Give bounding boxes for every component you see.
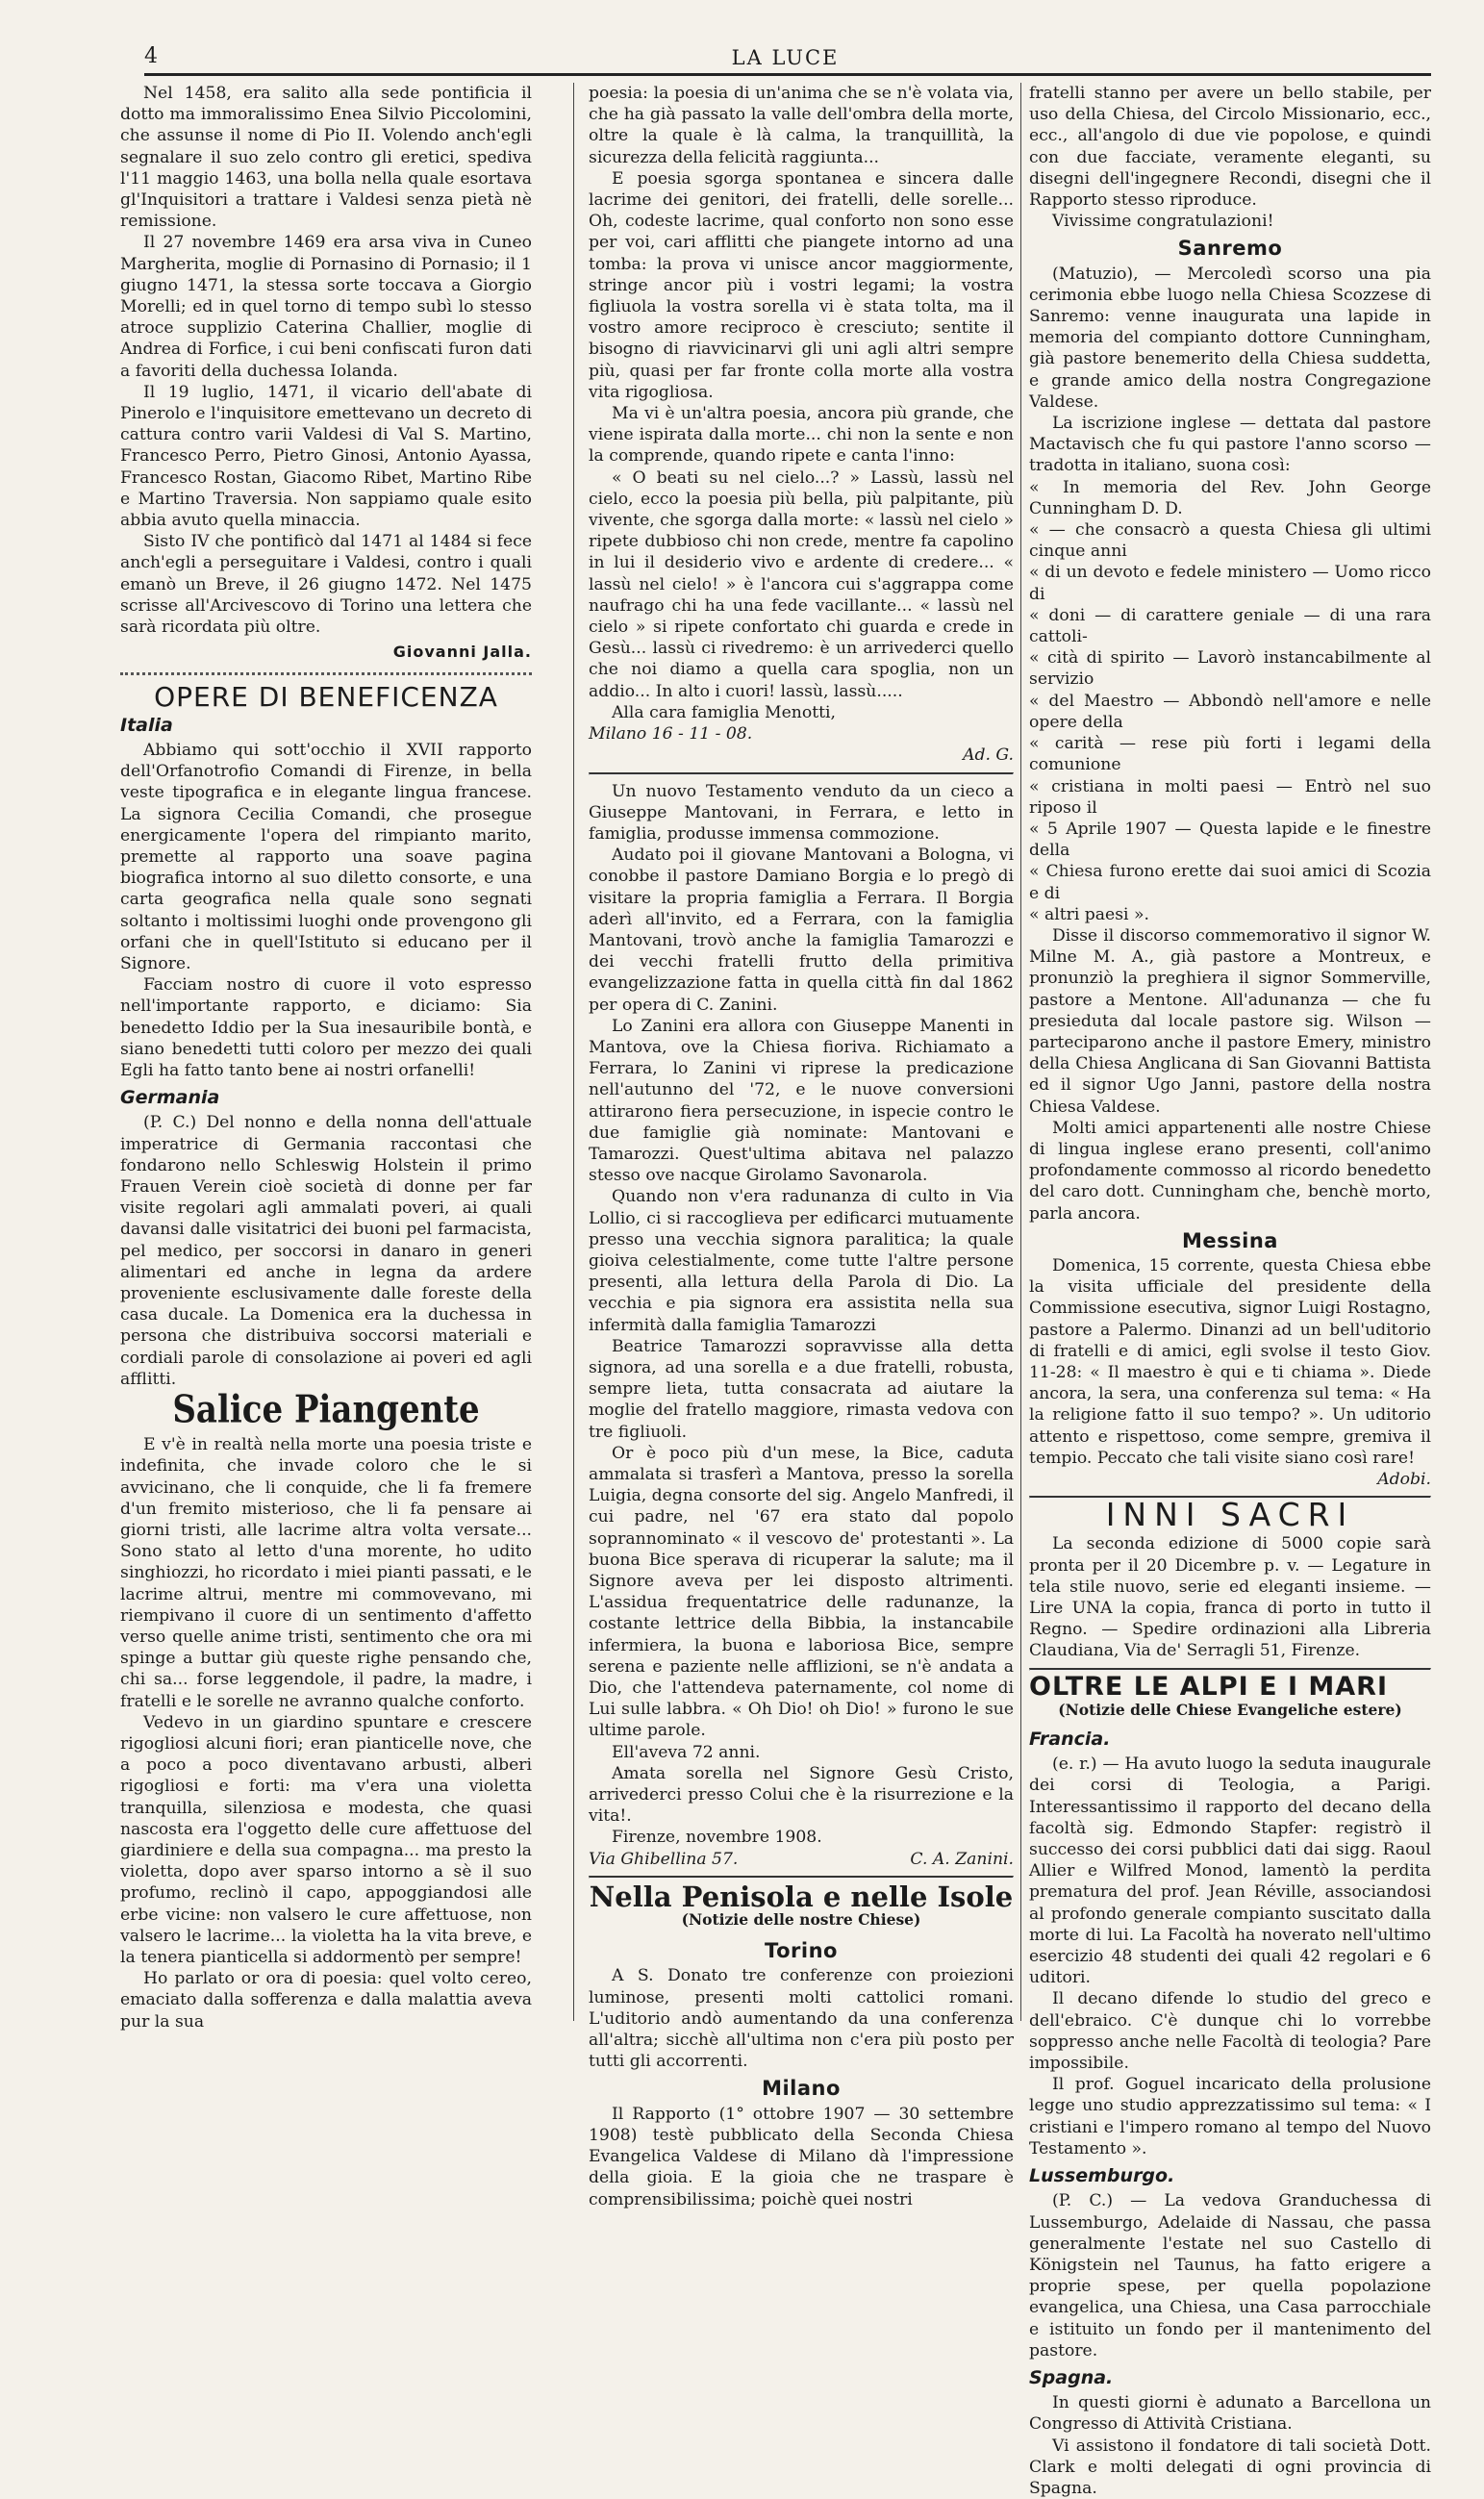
article-paragraph: Quando non v'era radunanza di culto in Via Lollio, ci si raccoglieva per edificarci mutuamente presso una vecchia signora paralitica; la quale gioiva celestialmente, come tutte l'altre persone presenti, alla lettura della Parola di Dio. La vecchia e pia signora era assistita nella sua infermità dalla famiglia Tamarozzi: [589, 1187, 1014, 1335]
article-paragraph: E poesia sgorga spontanea e sincera dalle lacrime dei genitori, dei fratelli, delle sorelle... Oh, codeste lacrime, qual conforto non sono esse per voi, cari afflitti che piangete intorno ad una tomba: la prova vi unisce ancor maggiormente, stringe ancor più i vostri legami; la vostra figliuola la vostra sorella vi è stata tolta, ma il vostro amore reciproco è cresciuto; sentite il bisogno di riavvicinarvi gli uni agli altri sempre più, quasi per far fronte colla morte alla vostra vita rigogliosa.: [589, 168, 1014, 402]
section-subtitle: (Notizie delle Chiese Evangeliche estere): [1058, 1700, 1402, 1719]
dedication-line: Alla cara famiglia Menotti,: [612, 702, 836, 722]
article-paragraph: Amata sorella nel Signore Gesù Cristo, arrivederci presso Colui che è la risurrezione e la vita!.: [589, 1763, 1014, 1827]
article-paragraph: « O beati su nel cielo...? » Lassù, lassù nel cielo, ecco la poesia più bella, più palpitante, più vivente, che sgorga dalla morte: « lassù nel cielo » ripete dubbioso chi non crede, mentre fa capolino in lui il desiderio vivo e ardente di credere... « lassù nel cielo! » è l'ancora cui s'aggrappa come naufrago chi ha una fede vacillante... « lassù nel cielo » si ripete confortato chi guarda e crede in Gesù... lassù ci rivedremo: è un arrivederci quello che noi diamo a quella cara spoglia, non un addio... In alto i cuori! lassù, lassù.....: [589, 467, 1014, 701]
article-paragraph: Domenica, 15 corrente, questa Chiesa ebbe la visita ufficiale del presidente della Commissione esecutiva, signor Luigi Rostagno, pastore a Palermo. Dinanzi ad un bell'uditorio di fratelli e di amici, egli svolse il testo Giov. 11-28: « Il maestro è qui e ti chiama ». Diede ancora, la sera, una conferenza sul tema: « Ha la religione fatto il suo tempo? ». Un uditorio attento e rispettoso, come sempre, gremiva il tempio. Peccato che tali visite siano così rare!: [1029, 1255, 1431, 1468]
subsection-francia: Francia.: [1029, 1729, 1111, 1751]
article-paragraph: Beatrice Tamarozzi sopravvisse alla detta signora, ad una sorella e a due fratelli, robusta, sempre lieta, tutta consacrata ad aiutare la moglie del fratello maggiore, rimasta vedova con tre figliuoli.: [589, 1336, 1014, 1442]
article-paragraph: Or è poco più d'un mese, la Bice, caduta ammalata si trasferì a Mantova, presso la sorella Luigia, degna consorte del sig. Angelo Manfredi, il cui padre, nel '67 era stato dal popolo soprannominato « il vescovo de' protestanti ». La buona Bice sperava di ricuperar la salute; ma il Signore aveva per lei disposto altrimenti. L'assidua frequentatrice delle radunanze, la costante lettrice della Bibbia, la instancabile infermiera, la buona e laboriosa Bice, sempre serena e paziente nelle afflizioni, se n'è andata a Dio, che l'attendeva paternamente, col nome di Lui sulle labbra. « Oh Dio! oh Dio! » furono le sue ultime parole.: [589, 1443, 1015, 1741]
article-paragraph: La iscrizione inglese — dettata dal pastore Mactavisch che fu qui pastore l'anno scorso — tradotta in italiano, suona così:: [1029, 414, 1431, 476]
section-title-penisola: Nella Penisola e nelle Isole: [589, 1880, 1014, 1913]
address-text: Via Ghibellina 57.: [589, 1849, 739, 1869]
dateline-place: Milano 16 - 11 - 08.: [589, 724, 753, 745]
section-title-opere: OPERE DI BENEFICENZA: [154, 681, 498, 714]
article-paragraph: Un nuovo Testamento venduto da un cieco a Giuseppe Mantovani, in Ferrara, e letto in famiglia, produsse immensa commozione.: [589, 781, 1014, 844]
section-title-salice: Salice Piangente: [172, 1387, 480, 1432]
column-divider-2: [1020, 83, 1021, 2021]
subsection-italia: Italia: [120, 714, 173, 736]
inscription-line: « Chiesa furono erette dai suoi amici di Scozia e di: [1029, 862, 1431, 903]
article-paragraph: poesia: la poesia di un'anima che se n'è volata via, che ha già passato la valle dell'ombra della morte, oltre la quale è là calma, la tranquillità, la sicurezza della felicità raggiunta...: [589, 84, 1014, 167]
column-3: [1029, 83, 1431, 2499]
city-heading-torino: Torino: [765, 1939, 838, 1963]
inscription-line: « di un devoto e fedele ministero — Uomo ricco di: [1029, 563, 1431, 604]
article-paragraph: (e. r.) — Ha avuto luogo la seduta inaugurale dei corsi di Teologia, a Parigi. Interessantissimo il rapporto del decano della facoltà sig. Edmondo Stapfer: registrò il successo dei corsi pubblici dati dai sigg. Raoul Allier e Wilfred Monod, lamentò la perdita prematura del prof. Jean Réville, associandosi al profondo generale compianto suscitato dalla morte di lui. La Facoltà ha noverato nell'ultimo esercizio 48 studenti dei quali 42 regolari e 6 uditori.: [1029, 1754, 1431, 1988]
header-rule: [144, 73, 1431, 76]
section-divider: [1029, 1668, 1431, 1671]
inscription-line: « — che consacrò a questa Chiesa gli ultimi cinque anni: [1029, 520, 1431, 562]
article-paragraph: Il decano difende lo studio del greco e dell'ebraico. C'è dunque chi lo vorrebbe soppresso anche nelle Facoltà di teologia? Pare impossibile.: [1029, 1989, 1431, 2074]
article-paragraph: Ma vi è un'altra poesia, ancora più grande, che viene ispirata dalla morte... chi non la sente e non la comprende, quando ripete e canta l'inno:: [589, 404, 1014, 467]
inscription-line: « doni — di carattere geniale — di una rara cattoli-: [1029, 605, 1431, 647]
inscription-line: « del Maestro — Abbondò nell'amore e nelle opere della: [1029, 691, 1431, 732]
article-paragraph: Lo Zanini era allora con Giuseppe Manenti in Mantova, ove la Chiesa fioriva. Richiamato a Ferrara, lo Zanini vi riprese la predicazione nell'autunno del '72, e le nuove conversioni attirarono fiera persecuzione, in ispecie contro le due famiglie già nominate: Mantovani e Tamarozzi. Quest'ultima abitava nel palazzo stesso ove nacque Girolamo Savonarola.: [589, 1016, 1014, 1186]
page-header: [144, 42, 1426, 71]
section-divider: [120, 672, 532, 675]
column-1: [120, 83, 532, 2032]
inscription-line: « In memoria del Rev. John George Cunningham D. D.: [1029, 477, 1431, 518]
article-paragraph: Disse il discorso commemorativo il signor W. Milne M. A., già pastore a Montreux, e pronunziò la preghiera il signor Sommerville, pastore a Mentone. All'adunanza — che fu presieduta dal locale pastore sig. Wilson — parteciparono anche il pastore Emery, ministro della Chiesa Anglicana di San Giovanni Battista ed il signor Ugo Janni, pastore della nostra Chiesa Valdese.: [1029, 925, 1431, 1117]
inscription-line: « cristiana in molti paesi — Entrò nel suo riposo il: [1029, 776, 1431, 818]
page-number: 4: [144, 44, 158, 68]
article-paragraph: (P. C.) — La vedova Granduchessa di Lussemburgo, Adelaide di Nassau, che passa generalmente l'estate nel suo Castello di Königstein nel Taunus, ha fatto erigere a proprie spese, per quella popolazione evangelica, una Chiesa, una Casa parrocchiale e istituito un fondo per il mantenimento del pastore.: [1029, 2191, 1431, 2360]
article-paragraph: In questi giorni è adunato a Barcellona un Congresso di Attività Cristiana.: [1029, 2393, 1431, 2435]
article-paragraph: Facciam nostro di cuore il voto espresso nell'importante rapporto, e diciamo: Sia benedetto Iddio per la Sua inesauribile bontà, e siano benedetti tutti coloro per mezzo dei quali Egli ha fatto tanto bene ai nostri orfanelli!: [120, 975, 532, 1080]
address-line: [589, 1849, 1014, 1870]
article-paragraph: fratelli stanno per avere un bello stabile, per uso della Chiesa, del Circolo Missionario, ecc., ecc., all'angolo di due vie popolose, e quindi con due facciate, veramente eleganti, su disegni dell'ingegnere Recondi, disegni che il Rapporto stesso riproduce.: [1029, 84, 1431, 211]
subsection-lussemburgo: Lussemburgo.: [1029, 2165, 1175, 2187]
inscription-line: « carità — rese più forti i legami della comunione: [1029, 734, 1431, 775]
article-paragraph: Vivissime congratulazioni!: [1052, 212, 1274, 232]
dateline: [589, 723, 1014, 745]
column-2: [589, 83, 1014, 2210]
advertisement-text: La seconda edizione di 5000 copie sarà pronta per il 20 Dicembre p. v. — Legature in tela stile nuovo, serie ed eleganti insieme. — Lire UNA la copia, franca di porto in tutto il Regno. — Spedire ordinazioni alla Libreria Claudiana, Via de' Serragli 51, Firenze.: [1029, 1534, 1431, 1661]
section-divider: [589, 1876, 1014, 1879]
article-paragraph: Il Rapporto (1° ottobre 1907 — 30 settembre 1908) testè pubblicato della Seconda Chiesa Evangelica Valdese di Milano dà l'impressione della gioia. E la gioia che ne traspare è comprensibilissima; poichè quei nostri: [589, 2104, 1014, 2209]
section-title-oltre: OLTRE LE ALPI E I MARI: [1029, 1671, 1389, 1702]
city-heading-milano: Milano: [762, 2077, 841, 2101]
masthead-title: LA LUCE: [731, 46, 840, 69]
column-divider-1: [573, 83, 574, 2021]
article-paragraph: Firenze, novembre 1908.: [612, 1828, 822, 1848]
author-signature: C. A. Zanini.: [910, 1849, 1014, 1869]
article-paragraph: A S. Donato tre conferenze con proiezioni luminose, presenti molti cattolici romani. L'uditorio andò aumentando da una conferenza all'altra; sicchè all'ultima non c'era più posto per tutti gli accorrenti.: [589, 1966, 1014, 2072]
article-paragraph: Sisto IV che pontificò dal 1471 al 1484 si fece anch'egli a perseguitare i Valdesi, contro i quali emanò un Breve, il 26 giugno 1472. Nel 1475 scrisse all'Arcivescovo di Torino una lettera che sarà ricordata più oltre.: [120, 532, 532, 638]
inscription-line: « altri paesi ».: [1029, 904, 1149, 924]
subsection-germania: Germania: [120, 1087, 220, 1109]
article-paragraph: Il 27 novembre 1469 era arsa viva in Cuneo Margherita, moglie di Pornasino di Pornasio; il 1 giugno 1471, la stessa sorte toccava a Giorgio Morelli; ed in quel torno di tempo subì lo stesso atroce supplizio Caterina Challier, moglie di Andrea di Forfice, i cui beni confiscati furon dati a favoriti della duchessa Iolanda.: [120, 233, 532, 381]
article-paragraph: Il prof. Goguel incaricato della prolusione legge uno studio apprezzatissimo sul tema: « I cristiani e l'impero romano al tempo del Nuovo Testamento ».: [1029, 2075, 1431, 2158]
article-paragraph: Vedevo in un giardino spuntare e crescere rigogliosi alcuni fiori; eran pianticelle nove, che a poco a poco diventavano arbusti, alberi rigogliosi e forti: ma v'era una violetta tranquilla, silenziosa e modesta, che quasi nascosta era l'oggetto delle cure affettuose del giardiniere e della sua compagna... ma presto la violetta, dopo aver sparso intorno a sè il suo profumo, reclinò il capo, appoggiandosi alle erbe vicine: non valsero le cure affettuose, non valsero le lacrime... la violetta ha la vita breve, e la tenera pianticella si addormentò per sempre!: [120, 1712, 532, 1968]
article-paragraph: E v'è in realtà nella morte una poesia triste e indefinita, che invade coloro che le si avvicinano, che li conquide, che li fa fremere d'un fremito misterioso, che li fa pensare ai giorni tristi, alle lacrime altra volta versate... Sono stato al letto d'una morente, ho udito singhiozzi, ho ricordato i miei pianti passati, e le lacrime altrui, mentre mi commovevano, mi riempivano il cuore di un sentimento d'affetto verso quelle anime tristi, sentimento che ora mi spinge a buttar giù queste righe pensando che, chi sa... forse leggendole, il padre, la madre, i fratelli e le sorelle ne avranno qualche conforto.: [120, 1435, 532, 1711]
inscription-quote: [1029, 477, 1431, 925]
article-paragraph: Nel 1458, era salito alla sede pontificia il dotto ma immoralissimo Enea Silvio Piccolomini, che assunse il nome di Pio II. Volendo anch'egli segnalare il suo zelo contro gli eretici, spediva l'11 maggio 1463, una bolla nella quale esortava gl'Inquisitori a trattare i Valdesi senza pietà nè remissione.: [120, 84, 532, 232]
subsection-spagna: Spagna.: [1029, 2366, 1114, 2388]
article-paragraph: Il 19 luglio, 1471, il vicario dell'abate di Pinerolo e l'inquisitore emettevano un decreto di cattura contro varii Valdesi di Val S. Martino, Francesco Perro, Pietro Ginosi, Antonio Ayassa, Francesco Rostan, Giacomo Ribet, Martino Ribe e Martino Traversia. Non sappiamo quale esito abbia avuto quella minaccia.: [120, 382, 532, 531]
article-paragraph: Ho parlato or ora di poesia: quel volto cereo, emaciato dalla sofferenza e dalla malattia aveva pur la sua: [120, 1969, 532, 2032]
article-paragraph: (Matuzio), — Mercoledì scorso una pia cerimonia ebbe luogo nella Chiesa Scozzese di Sanremo: venne inaugurata una lapide in memoria del compianto dottore Cunningham, già pastore benemerito della Chiesa suddetta, e grande amico della nostra Congregazione Valdese.: [1029, 264, 1431, 412]
section-title-inni: INNI SACRI: [1105, 1496, 1355, 1534]
inscription-line: « cità di spirito — Lavorò instancabilmente al servizio: [1029, 648, 1431, 690]
city-heading-messina: Messina: [1182, 1228, 1278, 1252]
article-paragraph: Ell'aveva 72 anni.: [612, 1742, 761, 1762]
author-signature: Ad. G.: [963, 745, 1014, 766]
author-signature: Giovanni Jalla.: [392, 643, 532, 662]
article-paragraph: Molti amici appartenenti alle nostre Chiese di lingua inglese erano presenti, coll'animo profondamente commosso al ricordo benedetto del caro dott. Cunningham che, benchè morto, parla ancora.: [1029, 1118, 1431, 1224]
article-paragraph: Audato poi il giovane Mantovani a Bologna, vi conobbe il pastore Damiano Borgia e lo pregò di visitare la propria famiglia a Ferrara. Il Borgia aderì all'invito, ed a Ferrara, con la famiglia Mantovani, trovò anche la famiglia Tamarozzi e dei vecchi fratelli frutto della primitiva evangelizzazione fatta in quella città fin dal 1862 per opera di C. Zanini.: [589, 846, 1014, 1015]
section-divider: [589, 772, 1014, 775]
author-signature: Adobi.: [1377, 1470, 1431, 1489]
city-heading-sanremo: Sanremo: [1177, 237, 1283, 261]
article-paragraph: (P. C.) Del nonno e della nonna dell'attuale imperatrice di Germania raccontasi che fondarono nello Schleswig Holstein il primo Frauen Verein cioè società di donne per far visite regolari agli ammalati poveri, ai quali davansi dalle visitatrici dei buoni pel farmacista, pel medico, per soccorsi in danaro in generi alimentari ed anche in legna da ardere proveniente esclusivamente dalle foreste della casa ducale. La Domenica era la duchessa in persona che distribuiva soccorsi materiali e cordiali parole di consolazione ai poveri ed agli afflitti.: [120, 1113, 532, 1389]
inscription-line: « 5 Aprile 1907 — Questa lapide e le finestre della: [1029, 819, 1431, 861]
article-paragraph: Abbiamo qui sott'occhio il XVII rapporto dell'Orfanotrofio Comandi di Firenze, in bella veste tipografica e in elegante lingua francese. La signora Cecilia Comandi, che prosegue energicamente l'opera del rimpianto marito, premette al rapporto una soave pagina biografica intorno al suo diletto consorte, e una carta geografica nella quale sono segnati soltanto i moltissimi luoghi onde provengono gli orfani che in quell'Istituto si educano per il Signore.: [120, 740, 532, 973]
section-subtitle: (Notizie delle nostre Chiese): [681, 1910, 921, 1930]
article-paragraph: Vi assistono il fondatore di tali società Dott. Clark e molti delegati di ogni provincia di Spagna.: [1029, 2436, 1431, 2498]
